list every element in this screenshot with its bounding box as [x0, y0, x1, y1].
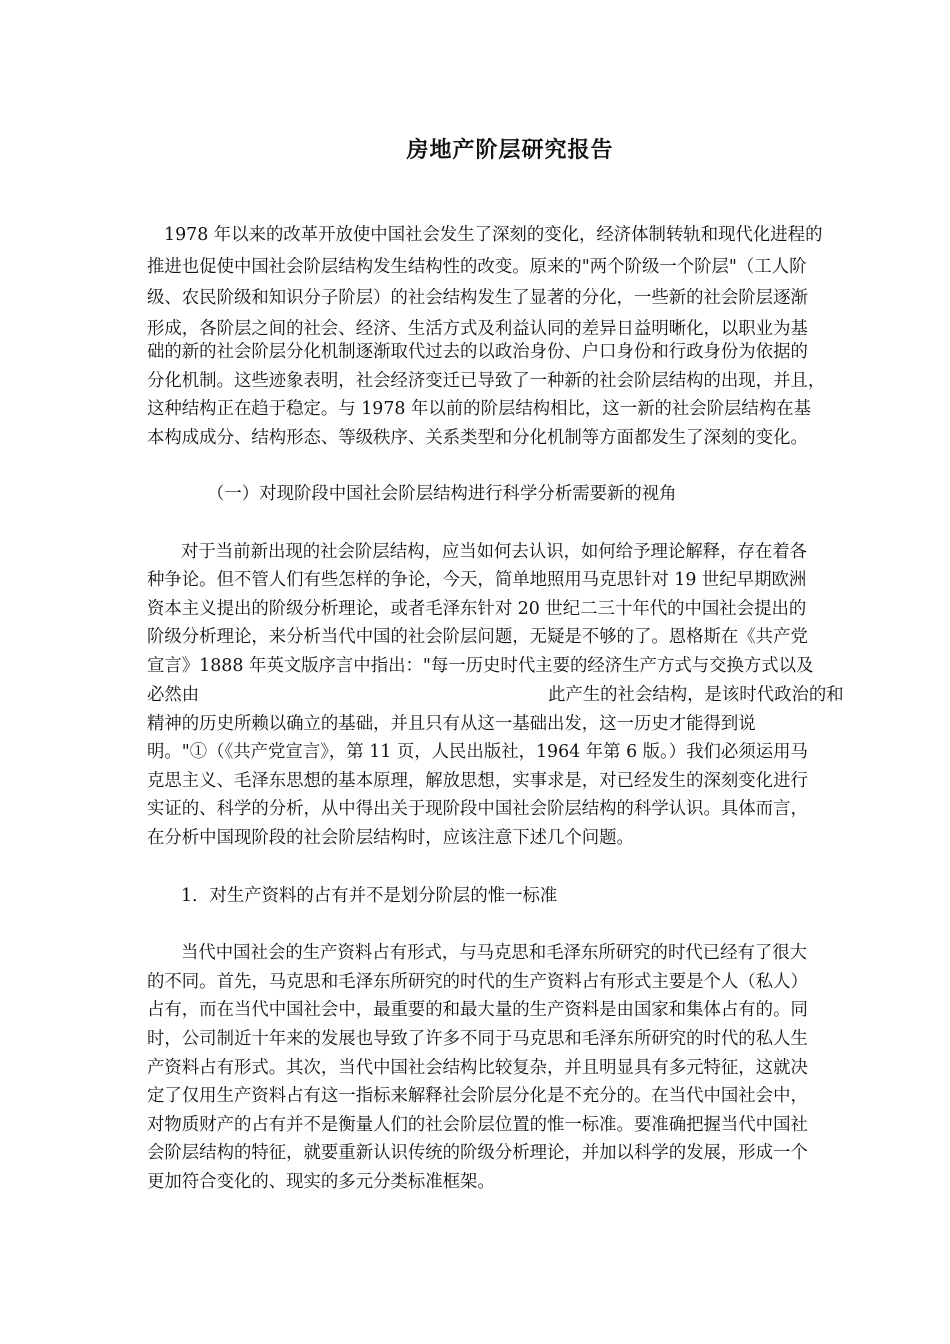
paragraph-3-line: 对物质财产的占有并不是衡量人们的社会阶层位置的惟一标准。要准确把握当代中国社	[147, 1115, 808, 1135]
paragraph-2-line: 对于当前新出现的社会阶层结构，应当如何去认识，如何给予理论解释，存在着各	[181, 542, 808, 562]
paragraph-2-line: 在分析中国现阶段的社会阶层结构时，应该注意下述几个问题。	[147, 828, 634, 848]
document-title: 房地产阶层研究报告	[406, 138, 614, 163]
paragraph-1-line: 本构成成分、结构形态、等级秩序、关系类型和分化机制等方面都发生了深刻的变化。	[147, 428, 808, 448]
paragraph-2-line: 克思主义、毛泽东思想的基本原理，解放思想，实事求是，对已经发生的深刻变化进行	[147, 771, 808, 791]
paragraph-2-line: 宣言》1888 年英文版序言中指出："每一历史时代主要的经济生产方式与交换方式以及	[147, 656, 814, 676]
subsection-heading: 1．对生产资料的占有并不是划分阶层的惟一标准	[181, 886, 558, 906]
paragraph-3-line: 的不同。首先，马克思和毛泽东所研究的时代的生产资料占有形式主要是个人（私人）	[147, 972, 808, 992]
paragraph-2-split-right: 此产生的社会结构，是该时代政治的和	[548, 685, 844, 705]
paragraph-1-line: 1978 年以来的改革开放使中国社会发生了深刻的变化，经济体制转轨和现代化进程的	[164, 225, 823, 245]
paragraph-3-line: 占有，而在当代中国社会中，最重要的和最大量的生产资料是由国家和集体占有的。同	[147, 1000, 808, 1020]
paragraph-1-line: 推进也促使中国社会阶层结构发生结构性的改变。原来的"两个阶级一个阶层"（工人阶	[147, 257, 807, 277]
paragraph-3-line: 更加符合变化的、现实的多元分类标准框架。	[147, 1172, 495, 1192]
paragraph-3-line: 时，公司制近十年来的发展也导致了许多不同于马克思和毛泽东所研究的时代的私人生	[147, 1029, 808, 1049]
paragraph-3-line: 会阶层结构的特征，就要重新认识传统的阶级分析理论，并加以科学的发展，形成一个	[147, 1143, 808, 1163]
paragraph-1-line: 础的新的社会阶层分化机制逐渐取代过去的以政治身份、户口身份和行政身份为依据的	[147, 342, 808, 362]
paragraph-1-line: 分化机制。这些迹象表明，社会经济变迁已导致了一种新的社会阶层结构的出现，并且，	[147, 371, 826, 391]
paragraph-3-line: 产资料占有形式。其次，当代中国社会结构比较复杂，并且明显具有多元特征，这就决	[147, 1058, 808, 1078]
paragraph-2-line: 阶级分析理论，来分析当代中国的社会阶层问题，无疑是不够的了。恩格斯在《共产党	[147, 627, 808, 647]
section-heading: （一）对现阶段中国社会阶层结构进行科学分析需要新的视角	[207, 484, 677, 504]
paragraph-2-line: 明。"①（《共产党宣言》，第 11 页，人民出版社，1964 年第 6 版。）我们必须运用马	[147, 742, 808, 762]
paragraph-2-line: 实证的、科学的分析，从中得出关于现阶段中国社会阶层结构的科学认识。具体而言，	[147, 799, 808, 819]
paragraph-2-line: 精神的历史所赖以确立的基础，并且只有从这一基础出发，这一历史才能得到说	[147, 714, 756, 734]
paragraph-2-line: 种争论。但不管人们有些怎样的争论，今天，简单地照用马克思针对 19 世纪早期欧洲	[147, 570, 807, 590]
paragraph-1-line: 级、农民阶级和知识分子阶层）的社会结构发生了显著的分化，一些新的社会阶层逐渐	[147, 288, 808, 308]
paragraph-2-line: 资本主义提出的阶级分析理论，或者毛泽东针对 20 世纪二三十年代的中国社会提出的	[147, 599, 807, 619]
paragraph-2-split-left: 必然由	[147, 685, 200, 705]
paragraph-3-line: 当代中国社会的生产资料占有形式，与马克思和毛泽东所研究的时代已经有了很大	[181, 943, 808, 963]
paragraph-3-line: 定了仅用生产资料占有这一指标来解释社会阶层分化是不充分的。在当代中国社会中，	[147, 1086, 808, 1106]
paragraph-1-line: 这种结构正在趋于稳定。与 1978 年以前的阶层结构相比，这一新的社会阶层结构在基	[147, 399, 811, 419]
paragraph-1-line: 形成，各阶层之间的社会、经济、生活方式及利益认同的差异日益明晰化，以职业为基	[147, 319, 808, 339]
